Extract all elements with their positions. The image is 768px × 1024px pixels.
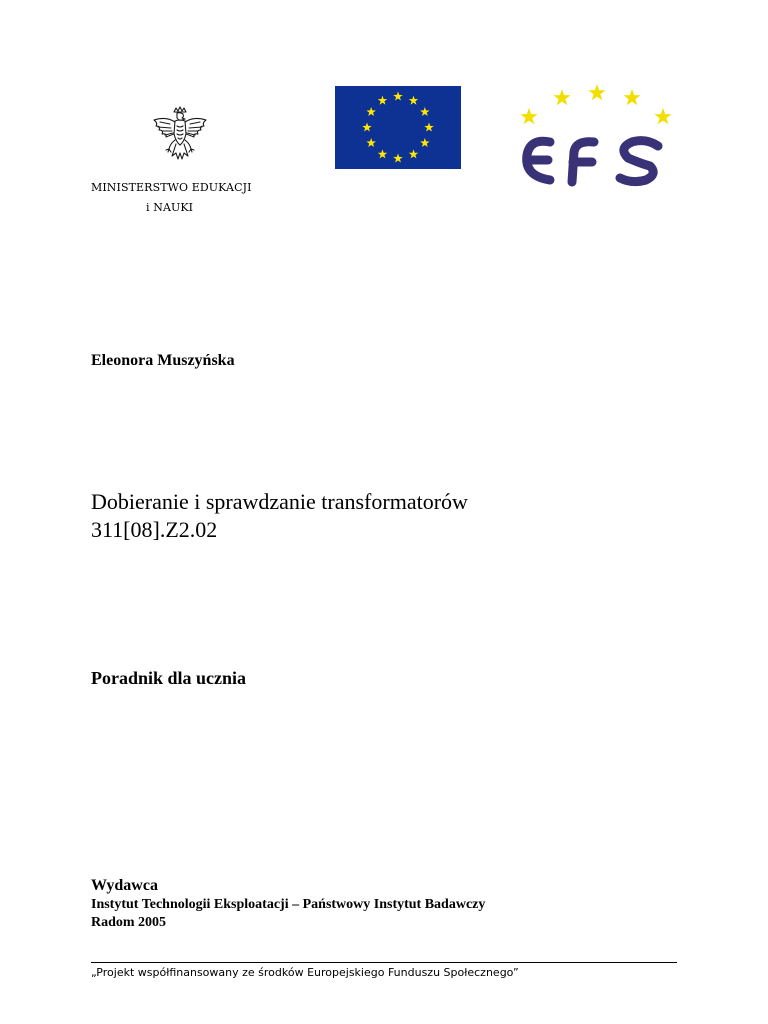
efs-logo-icon [510,80,680,190]
footer-divider [91,962,677,963]
document-title: Dobieranie i sprawdzanie transformatorów [91,489,468,514]
ministry-name-line-2: i NAUKI [146,201,194,214]
polish-eagle-icon [148,104,212,168]
efs-star-icon [553,89,570,105]
publisher-name: Instytut Technologii Eksploatacji – Państwowy Instytut Badawczy [91,897,486,912]
eu-flag-icon [335,86,461,169]
footer-cofinancing-note: „Projekt współfinansowany ze środków Europejskiego Funduszu Społecznego” [91,966,519,979]
efs-star-icon [623,89,640,105]
efs-star-icon [588,84,605,100]
efs-star-icon [520,108,537,124]
author-name: Eleonora Muszyńska [91,352,235,369]
document-subtitle: Poradnik dla ucznia [91,668,247,688]
module-code: 311[08].Z2.02 [91,517,218,542]
ministry-name-line-1: MINISTERSTWO EDUKACJI [91,181,252,194]
publisher-heading: Wydawca [91,877,158,894]
publisher-place-year: Radom 2005 [91,915,167,930]
efs-star-icon [654,108,671,124]
